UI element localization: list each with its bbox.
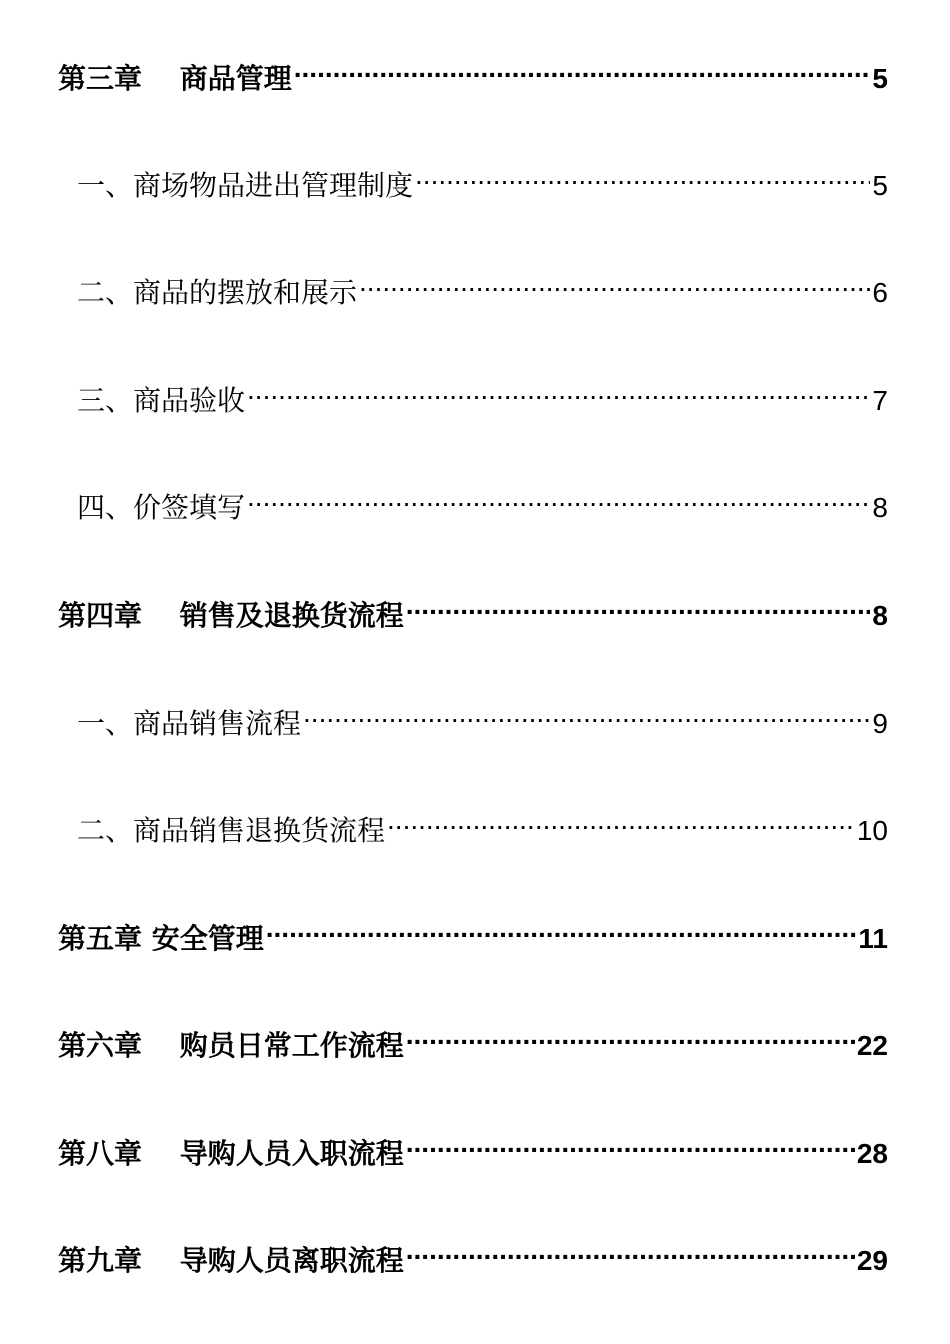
toc-dot-leader xyxy=(247,370,870,410)
toc-dot-leader xyxy=(387,800,855,840)
toc-dot-leader xyxy=(406,1230,855,1270)
toc-entry-title: 一、商场物品进出管理制度 xyxy=(77,169,414,202)
toc-dot-leader xyxy=(406,1123,855,1163)
toc-entry-chapter-8[interactable] xyxy=(58,1123,888,1170)
toc-entry-title: 第八章 导购人员入职流程 xyxy=(58,1137,404,1170)
toc-page-number: 5 xyxy=(872,170,888,201)
toc-entry-chapter-9[interactable] xyxy=(58,1230,888,1277)
toc-page-number: 10 xyxy=(856,815,888,846)
toc-dot-leader xyxy=(294,48,871,88)
toc-entry-section[interactable] xyxy=(77,693,888,740)
toc-entry-title: 第三章 商品管理 xyxy=(58,62,292,95)
toc-entry-chapter-3[interactable] xyxy=(58,48,888,95)
toc-entry-title: 三、商品验收 xyxy=(77,384,246,417)
toc-entry-chapter-4[interactable] xyxy=(58,585,888,632)
toc-entry-title: 第五章 安全管理 xyxy=(58,922,264,955)
toc-page-number: 9 xyxy=(872,708,888,739)
toc-entry-section[interactable] xyxy=(77,800,888,847)
toc-page-number: 22 xyxy=(856,1030,888,1061)
toc-entry-section[interactable] xyxy=(77,155,888,202)
toc-entry-title: 四、价签填写 xyxy=(77,491,246,524)
toc-page-number: 11 xyxy=(858,923,888,954)
toc-entry-section[interactable] xyxy=(77,370,888,417)
toc-entry-title: 第四章 销售及退换货流程 xyxy=(58,599,404,632)
toc-entry-title: 二、商品的摆放和展示 xyxy=(77,276,358,309)
toc-page-number: 29 xyxy=(856,1245,888,1276)
toc-dot-leader xyxy=(406,585,871,625)
toc-page-number: 7 xyxy=(872,385,888,416)
toc-page-number: 28 xyxy=(856,1138,888,1169)
toc-entry-chapter-5[interactable] xyxy=(58,908,888,955)
toc-page-number: 6 xyxy=(872,277,888,308)
toc-entry-section[interactable] xyxy=(77,477,888,524)
toc-page-number: 5 xyxy=(872,63,888,94)
toc-entry-title: 第六章 购员日常工作流程 xyxy=(58,1029,404,1062)
toc-dot-leader xyxy=(303,693,870,733)
toc-entry-section[interactable] xyxy=(77,262,888,309)
toc-entry-title: 第九章 导购人员离职流程 xyxy=(58,1244,404,1277)
toc-entry-chapter-6[interactable] xyxy=(58,1015,888,1062)
toc-dot-leader xyxy=(406,1015,855,1055)
toc-dot-leader xyxy=(359,262,870,302)
toc-page-number: 8 xyxy=(872,492,888,523)
toc-page-number: 8 xyxy=(872,600,888,631)
toc-entry-title: 一、商品销售流程 xyxy=(77,707,302,740)
toc-entry-title: 二、商品销售退换货流程 xyxy=(77,814,386,847)
toc-dot-leader xyxy=(266,908,857,948)
toc-dot-leader xyxy=(415,155,870,195)
toc-dot-leader xyxy=(247,477,870,517)
